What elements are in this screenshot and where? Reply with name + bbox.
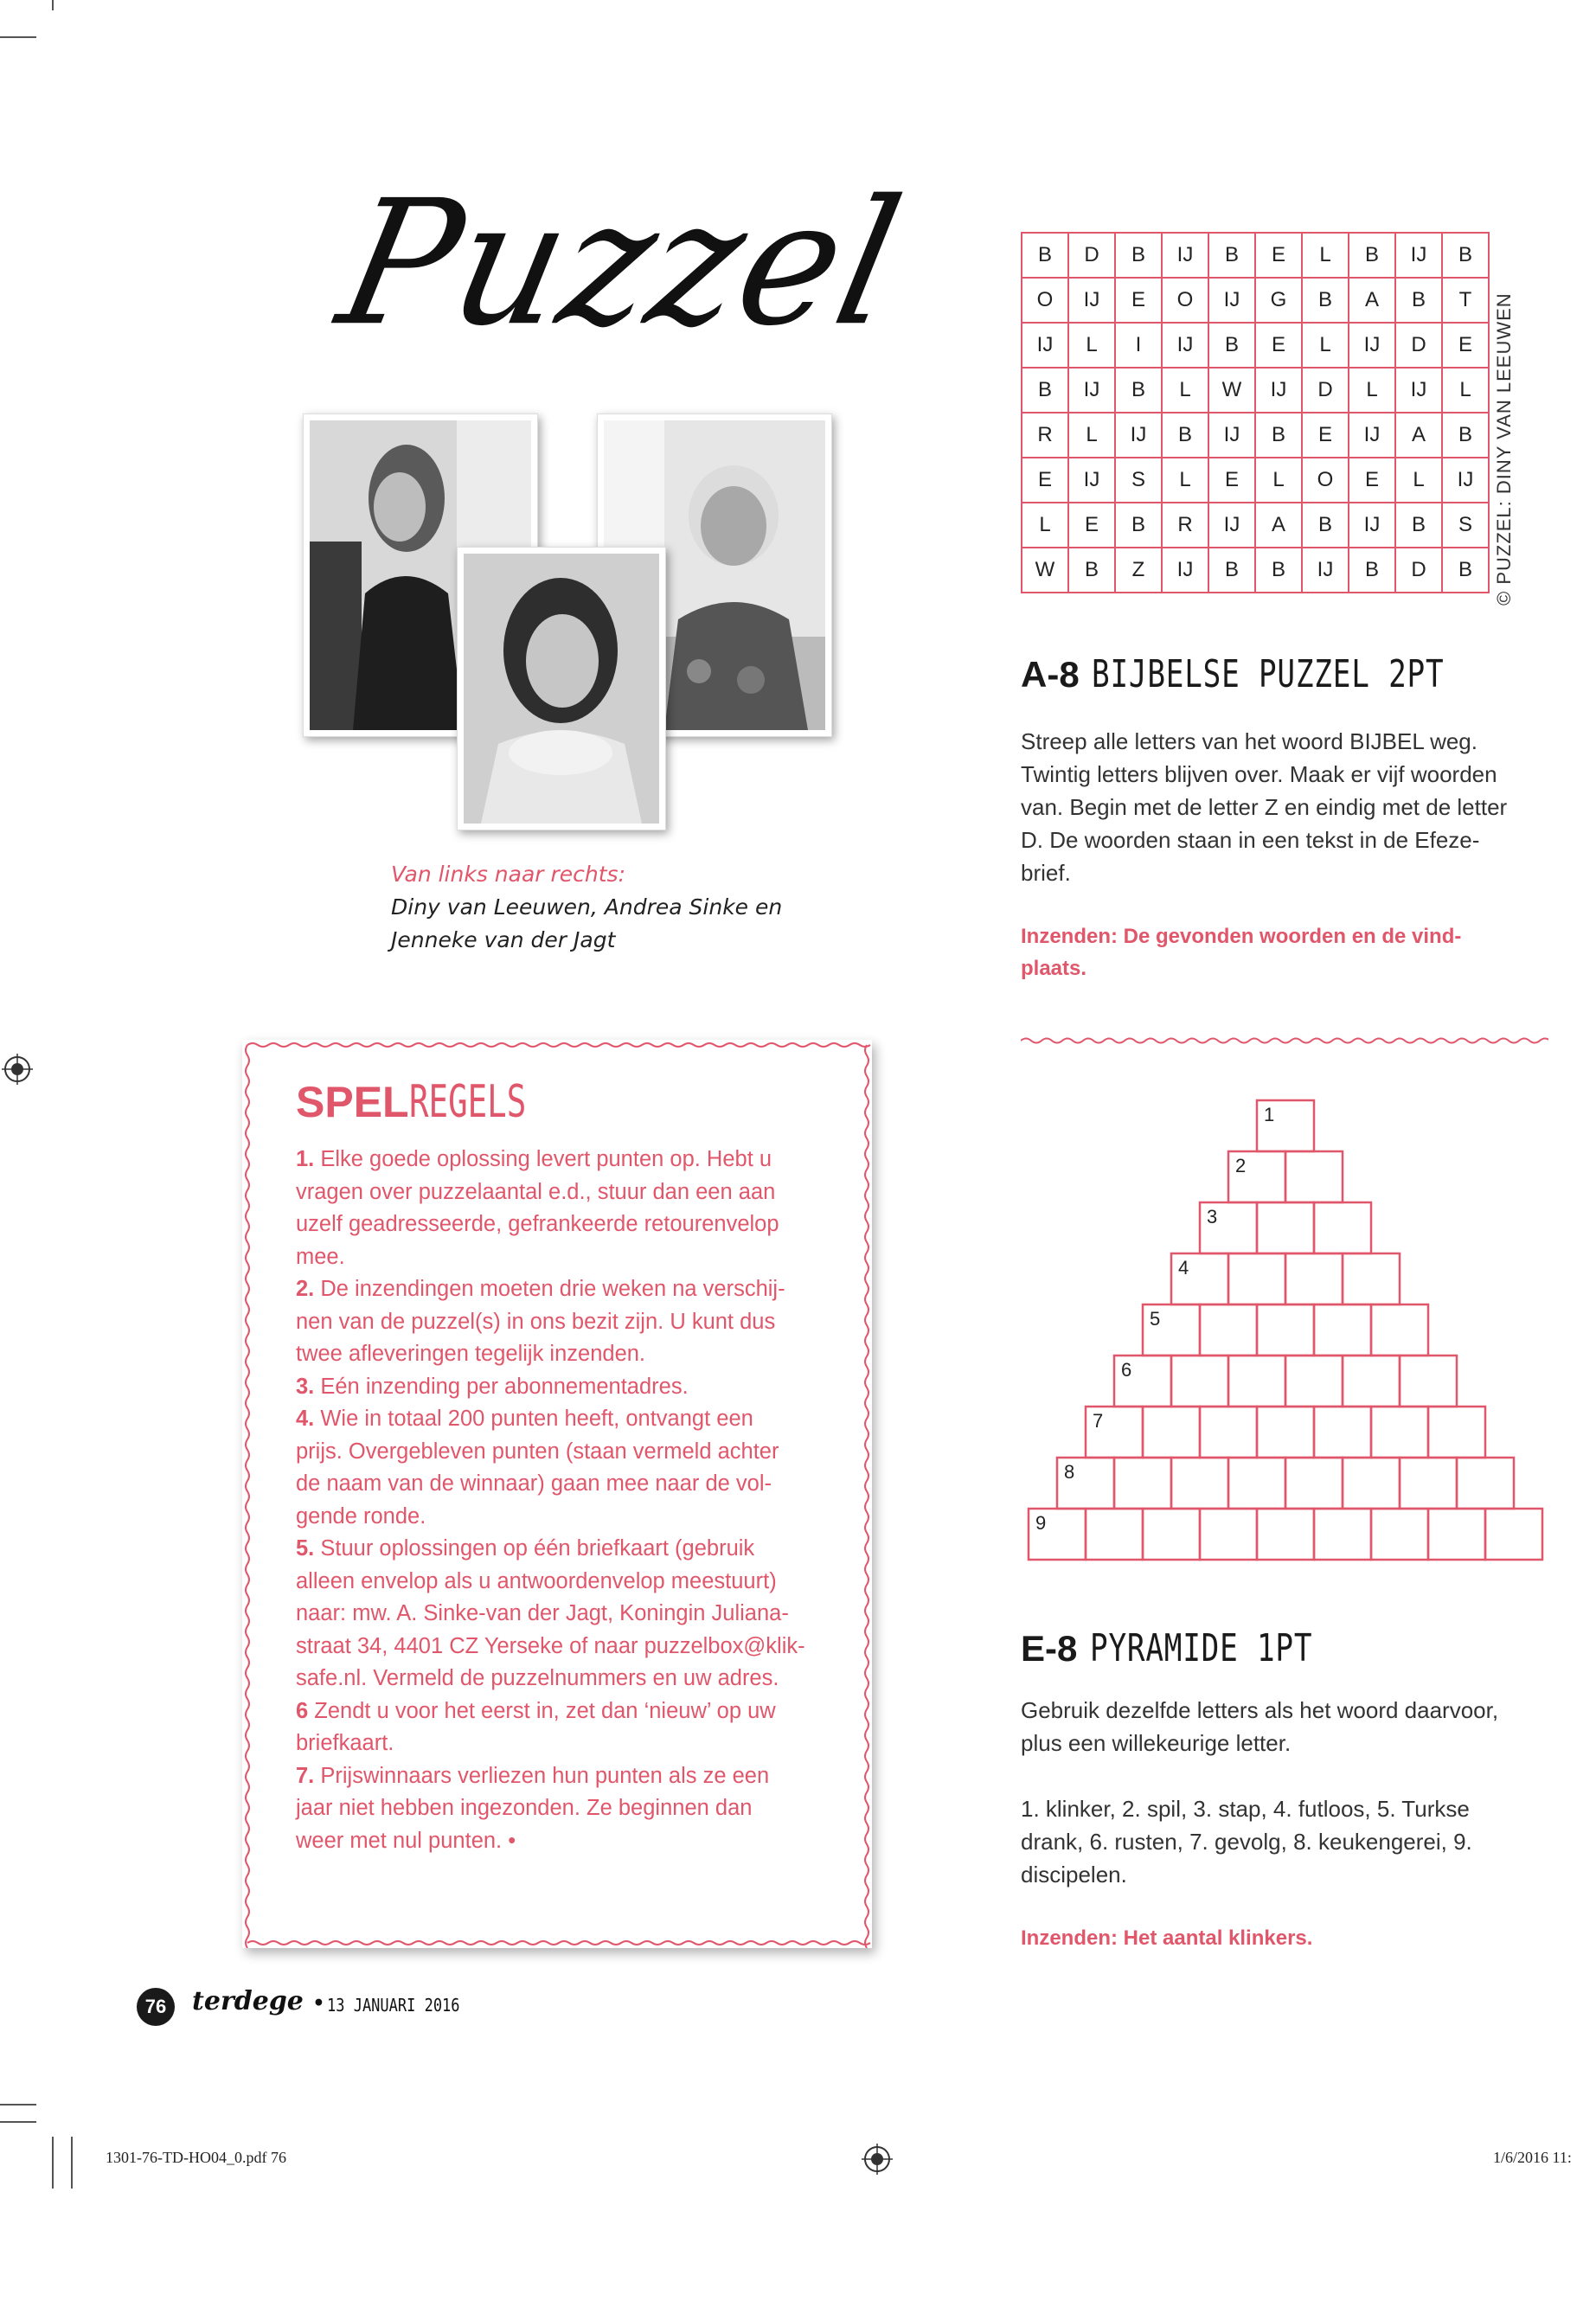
pyramid-cell: [1314, 1202, 1371, 1253]
pyramid-cell: [1285, 1356, 1343, 1407]
rule-line: [296, 1241, 832, 1274]
text-line: D. De woorden staan in een tekst in de Efeze-: [1021, 827, 1480, 853]
registration-mark-icon: [862, 2144, 893, 2175]
pyramid-cell: [1314, 1407, 1371, 1458]
crop-mark: [52, 2137, 54, 2189]
grid-cell: B: [1162, 413, 1208, 458]
rule-line: [296, 1176, 832, 1209]
grid-cell: B: [1208, 323, 1255, 368]
grid-cell: IJ: [1395, 368, 1442, 413]
grid-cell: A: [1395, 413, 1442, 458]
rule-line: [296, 1533, 832, 1566]
text-line: plaats.: [1021, 957, 1087, 980]
grid-cell: IJ: [1068, 458, 1115, 503]
rule-text: Elke goede oplossing levert punten op. Hebt u: [314, 1147, 772, 1171]
pyramid-row-number: 1: [1264, 1104, 1275, 1125]
rule-text: Stuur oplossingen op één briefkaart (gebruik: [314, 1536, 755, 1561]
grid-cell: B: [1115, 503, 1162, 548]
grid-cell: D: [1068, 233, 1115, 278]
grid-cell: B: [1349, 233, 1395, 278]
pyramid-cell: [1228, 1458, 1285, 1509]
print-slug-file: 1301-76-TD-HO04_0.pdf 76: [106, 2149, 286, 2166]
pyramid-cell: [1228, 1253, 1285, 1304]
crop-mark: [0, 2104, 36, 2106]
pyramid-cell: [1400, 1356, 1457, 1407]
pyramid-row-number: 9: [1035, 1512, 1047, 1534]
text-line: 1. klinker, 2. spil, 3. stap, 4. futloos, 5. Turkse: [1021, 1796, 1470, 1822]
grid-cell: L: [1395, 458, 1442, 503]
pyramid-cell: [1428, 1509, 1485, 1560]
pyramid-cell: [1343, 1356, 1400, 1407]
grid-cell: L: [1302, 323, 1349, 368]
rule-line: [296, 1144, 832, 1176]
text-line: Inzenden: De gevonden woorden en de vind-: [1021, 925, 1462, 948]
print-slug-date: 1/6/2016 11:: [1493, 2149, 1572, 2166]
grid-cell: B: [1302, 503, 1349, 548]
rule-line: [296, 1371, 832, 1404]
text-line: brief.: [1021, 860, 1071, 886]
text-line: discipelen.: [1021, 1862, 1127, 1888]
pyramid-cell: [1314, 1509, 1371, 1560]
pyramid-cell: [1285, 1151, 1343, 1202]
pyramid-cell: [1371, 1509, 1428, 1560]
pyramid-cell: [1086, 1509, 1143, 1560]
rule-line: [296, 1501, 832, 1534]
puzzle-e8-heading: [1021, 1626, 1375, 1670]
rule-line: [296, 1468, 832, 1501]
pyramid-cell: [1371, 1407, 1428, 1458]
rule-text: safe.nl. Vermeld de puzzelnummers en uw adres.: [296, 1666, 779, 1690]
rule-text: jaar niet hebben ingezonden. Ze beginnen dan: [296, 1796, 753, 1820]
rule-line: [296, 1825, 832, 1858]
letter-grid: [1021, 232, 1490, 593]
grid-cell: B: [1255, 548, 1302, 593]
rule-text: De inzendingen moeten drie weken na verschij-: [314, 1277, 785, 1301]
pyramid-cell: [1457, 1458, 1514, 1509]
rules-list: [296, 1144, 832, 1857]
rule-number: 7.: [296, 1763, 315, 1788]
rule-line: [296, 1306, 832, 1339]
rule-line: [296, 1403, 832, 1436]
grid-cell: S: [1442, 503, 1489, 548]
text-line: Twintig letters blijven over. Maak er vijf woorden: [1021, 761, 1497, 787]
grid-cell: IJ: [1208, 503, 1255, 548]
rule-number: 5.: [296, 1536, 315, 1561]
grid-cell: B: [1442, 233, 1489, 278]
grid-cell: L: [1162, 368, 1208, 413]
rule-text: weer met nul punten. •: [296, 1828, 516, 1853]
issue-date: 13 JANUARI 2016: [327, 1995, 460, 2016]
puzzle-code: E-8: [1021, 1628, 1078, 1669]
pyramid-cell: [1200, 1509, 1257, 1560]
grid-cell: B: [1302, 278, 1349, 323]
grid-cell: D: [1302, 368, 1349, 413]
pyramid-row-number: 4: [1178, 1257, 1189, 1279]
grid-row: [1022, 503, 1489, 548]
grid-cell: E: [1208, 458, 1255, 503]
grid-cell: IJ: [1115, 413, 1162, 458]
rule-text: alleen envelop als u antwoordenvelop meestuurt): [296, 1568, 777, 1593]
puzzle-a8-instructions: [1021, 725, 1574, 889]
puzzle-credit: © PUZZEL: DINY VAN LEEUWEN: [1493, 292, 1515, 606]
grid-cell: B: [1208, 233, 1255, 278]
grid-cell: L: [1068, 413, 1115, 458]
grid-cell: B: [1349, 548, 1395, 593]
grid-cell: B: [1255, 413, 1302, 458]
rule-text: twee afleveringen tegelijk inzenden.: [296, 1342, 646, 1366]
grid-cell: B: [1442, 548, 1489, 593]
rule-text: prijs. Overgebleven punten (staan vermeld achter: [296, 1439, 779, 1464]
rule-line: [296, 1273, 832, 1306]
rule-line: [296, 1631, 832, 1663]
grid-cell: IJ: [1022, 323, 1068, 368]
rule-text: Zendt u voor het eerst in, zet dan ‘nieuw’ op uw: [308, 1698, 776, 1723]
text-line: drank, 6. rusten, 7. gevolg, 8. keukengerei, 9.: [1021, 1829, 1472, 1855]
text-line: van. Begin met de letter Z en eindig met de letter: [1021, 794, 1508, 820]
grid-row: [1022, 458, 1489, 503]
rule-text: straat 34, 4401 CZ Yerseke of naar puzzelbox@klik-: [296, 1633, 805, 1658]
rule-number: 6: [296, 1698, 309, 1723]
rule-line: [296, 1792, 832, 1825]
grid-cell: B: [1115, 233, 1162, 278]
rule-line: [296, 1727, 832, 1760]
crop-mark: [71, 2137, 73, 2189]
grid-cell: IJ: [1349, 323, 1395, 368]
caption-line: Diny van Leeuwen, Andrea Sinke en: [391, 894, 783, 920]
pyramid-cell: [1257, 1407, 1314, 1458]
rule-text: Wie in totaal 200 punten heeft, ontvangt een: [314, 1407, 753, 1431]
grid-cell: IJ: [1068, 278, 1115, 323]
puzzle-a8-submit: [1021, 920, 1461, 984]
pyramid-cell: [1257, 1509, 1314, 1560]
pyramid-row-number: 3: [1207, 1206, 1218, 1227]
grid-cell: B: [1068, 548, 1115, 593]
rules-title-bold: SPEL: [296, 1078, 409, 1126]
caption-line: Jenneke van der Jagt: [391, 927, 616, 952]
grid-cell: IJ: [1208, 413, 1255, 458]
puzzle-a8-heading: [1021, 652, 1543, 696]
grid-cell: L: [1068, 323, 1115, 368]
grid-cell: IJ: [1349, 413, 1395, 458]
rule-text: uzelf geadresseerde, gefrankeerde retourenvelop: [296, 1212, 779, 1236]
grid-cell: L: [1302, 233, 1349, 278]
pyramid-cell: [1171, 1458, 1228, 1509]
grid-cell: IJ: [1395, 233, 1442, 278]
pyramid-cell: [1343, 1253, 1400, 1304]
pyramid-row-number: 8: [1064, 1461, 1075, 1483]
pyramid-row-number: 6: [1121, 1359, 1132, 1381]
rule-line: [296, 1760, 832, 1793]
registration-mark-icon: [2, 1054, 33, 1085]
grid-cell: W: [1208, 368, 1255, 413]
rule-text: naar: mw. A. Sinke-van der Jagt, Koningin Juliana-: [296, 1601, 789, 1625]
grid-cell: O: [1162, 278, 1208, 323]
grid-cell: R: [1022, 413, 1068, 458]
rule-line: [296, 1695, 832, 1728]
grid-cell: I: [1115, 323, 1162, 368]
grid-cell: IJ: [1068, 368, 1115, 413]
puzzle-e8-instructions: [1021, 1694, 1574, 1759]
grid-cell: D: [1395, 548, 1442, 593]
pyramid-cell: [1285, 1253, 1343, 1304]
puzzle-name: BIJBELSE PUZZEL 2PT: [1092, 652, 1445, 696]
rule-number: 3.: [296, 1374, 315, 1399]
pyramid-cell: [1200, 1304, 1257, 1356]
wavy-divider: [1021, 1035, 1548, 1047]
grid-cell: B: [1395, 503, 1442, 548]
grid-cell: A: [1349, 278, 1395, 323]
grid-cell: E: [1115, 278, 1162, 323]
grid-cell: L: [1022, 503, 1068, 548]
grid-cell: A: [1255, 503, 1302, 548]
grid-cell: R: [1162, 503, 1208, 548]
text-line: Streep alle letters van het woord BIJBEL weg.: [1021, 728, 1477, 754]
grid-cell: E: [1442, 323, 1489, 368]
grid-cell: O: [1302, 458, 1349, 503]
rule-number: 1.: [296, 1147, 315, 1171]
crop-mark: [0, 2121, 36, 2123]
pyramid-cell: [1143, 1509, 1200, 1560]
grid-cell: B: [1022, 368, 1068, 413]
pyramid-grid: [1017, 1099, 1550, 1583]
text-line: plus een willekeurige letter.: [1021, 1730, 1292, 1756]
rule-line: [296, 1338, 832, 1371]
magazine-name: terdege: [192, 1986, 304, 2016]
grid-cell: IJ: [1162, 323, 1208, 368]
grid-row: [1022, 233, 1489, 278]
grid-cell: IJ: [1255, 368, 1302, 413]
rule-number: 4.: [296, 1407, 315, 1431]
pyramid-cell: [1428, 1407, 1485, 1458]
page-number: 76: [137, 1988, 175, 2026]
page-title: Puzzel: [324, 163, 918, 364]
pyramid-cell: [1257, 1304, 1314, 1356]
grid-cell: E: [1349, 458, 1395, 503]
rule-text: de naam van de winnaar) gaan mee naar de vol-: [296, 1471, 772, 1496]
grid-cell: IJ: [1302, 548, 1349, 593]
crop-mark: [52, 0, 54, 10]
grid-cell: B: [1395, 278, 1442, 323]
magazine-logo: [192, 1986, 324, 2016]
grid-cell: D: [1395, 323, 1442, 368]
puzzle-e8-clues: [1021, 1792, 1574, 1891]
rule-text: briefkaart.: [296, 1731, 394, 1755]
pyramid-row-number: 2: [1235, 1155, 1247, 1176]
grid-cell: L: [1349, 368, 1395, 413]
rule-line: [296, 1598, 832, 1631]
rules-box: [242, 1040, 872, 1948]
grid-cell: S: [1115, 458, 1162, 503]
text-line: Gebruik dezelfde letters als het woord daarvoor,: [1021, 1697, 1499, 1723]
grid-cell: E: [1255, 233, 1302, 278]
rule-text: Eén inzending per abonnementadres.: [314, 1374, 689, 1399]
pyramid-cell: [1314, 1304, 1371, 1356]
grid-cell: B: [1115, 368, 1162, 413]
grid-cell: Z: [1115, 548, 1162, 593]
grid-row: [1022, 368, 1489, 413]
rule-line: [296, 1663, 832, 1695]
pyramid-row-number: 5: [1150, 1308, 1161, 1330]
pyramid-cell: [1114, 1458, 1171, 1509]
rules-title-thin: REGELS: [408, 1076, 526, 1128]
rule-text: nen van de puzzel(s) in ons bezit zijn. U kunt dus: [296, 1309, 776, 1334]
grid-cell: IJ: [1208, 278, 1255, 323]
pyramid-cell: [1228, 1356, 1285, 1407]
pyramid-row-number: 7: [1093, 1410, 1104, 1432]
pyramid-cell: [1257, 1202, 1314, 1253]
pyramid-cell: [1143, 1407, 1200, 1458]
photo-caption: [391, 858, 782, 957]
grid-cell: B: [1442, 413, 1489, 458]
caption-lead: Van links naar rechts:: [391, 862, 626, 887]
pyramid-cell: [1371, 1304, 1428, 1356]
grid-cell: E: [1068, 503, 1115, 548]
grid-cell: W: [1022, 548, 1068, 593]
pyramid-cell: [1285, 1458, 1343, 1509]
rule-line: [296, 1566, 832, 1599]
grid-row: [1022, 548, 1489, 593]
puzzle-e8-submit: Inzenden: Het aantal klinkers.: [1021, 1926, 1313, 1950]
puzzle-code: A-8: [1021, 654, 1080, 695]
rules-title: [296, 1076, 571, 1128]
rule-text: vragen over puzzelaantal e.d., stuur dan een aan: [296, 1179, 776, 1204]
grid-row: [1022, 413, 1489, 458]
photo-andrea: [457, 547, 666, 830]
crop-mark: [0, 36, 36, 38]
grid-cell: E: [1022, 458, 1068, 503]
rule-text: Prijswinnaars verliezen hun punten als ze een: [314, 1763, 770, 1788]
grid-cell: L: [1255, 458, 1302, 503]
separator-dot: •: [312, 1992, 325, 2015]
grid-cell: B: [1022, 233, 1068, 278]
grid-cell: L: [1162, 458, 1208, 503]
rule-text: gende ronde.: [296, 1503, 426, 1529]
pyramid-cell: [1400, 1458, 1457, 1509]
grid-cell: IJ: [1349, 503, 1395, 548]
grid-cell: E: [1302, 413, 1349, 458]
grid-cell: IJ: [1442, 458, 1489, 503]
pyramid-cell: [1343, 1458, 1400, 1509]
rule-number: 2.: [296, 1277, 315, 1301]
rule-text: mee.: [296, 1244, 345, 1269]
pyramid-cell: [1200, 1407, 1257, 1458]
grid-cell: E: [1255, 323, 1302, 368]
grid-row: [1022, 278, 1489, 323]
pyramid-cell: [1485, 1509, 1542, 1560]
grid-cell: O: [1022, 278, 1068, 323]
grid-cell: T: [1442, 278, 1489, 323]
puzzle-name: PYRAMIDE 1PT: [1089, 1626, 1313, 1670]
grid-cell: G: [1255, 278, 1302, 323]
grid-cell: IJ: [1162, 233, 1208, 278]
rule-line: [296, 1208, 832, 1241]
pyramid-cell: [1171, 1356, 1228, 1407]
grid-cell: IJ: [1162, 548, 1208, 593]
grid-cell: L: [1442, 368, 1489, 413]
rule-line: [296, 1436, 832, 1469]
grid-cell: B: [1208, 548, 1255, 593]
grid-row: [1022, 323, 1489, 368]
